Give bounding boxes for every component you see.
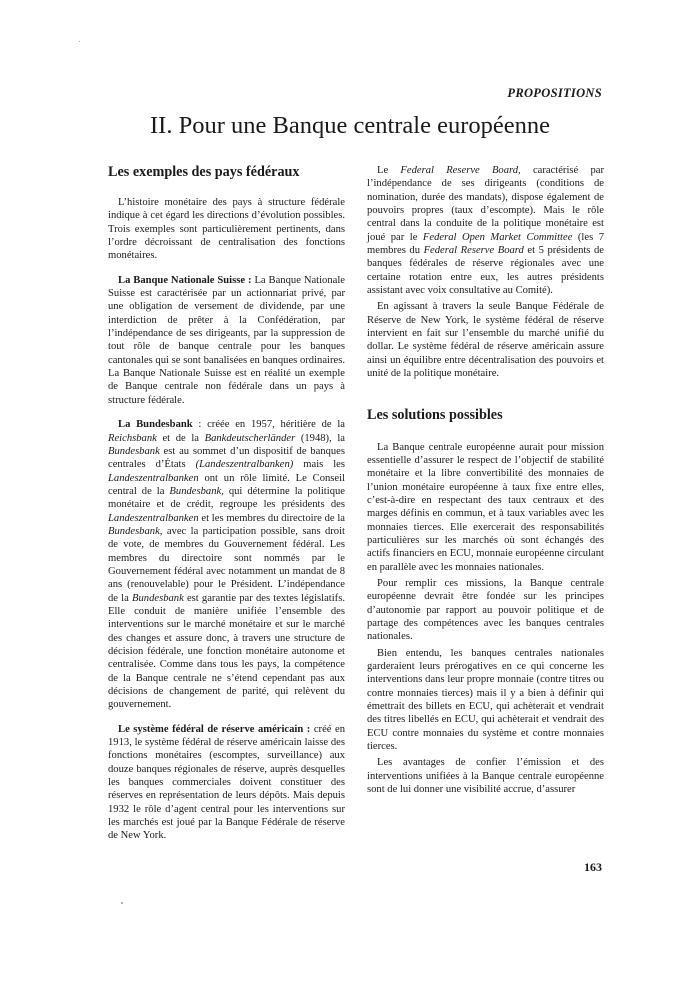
snb-lead: La Banque Nationale Suisse :	[118, 274, 252, 286]
solutions-paragraph-4: Les avantages de confier l’émission et des interventions unifiées à la Banque centrale européenne sont de lui donner une visibilité accrue, d’assurer	[367, 757, 604, 796]
scan-speck	[79, 41, 80, 42]
fed-paragraph: Le système fédéral de réserve américain : créé en 1913, le système fédéral de réserve américain laisse des fonctions monétaires (escomptes, surveillance) aux douze banques régionales de réserve, auprès desquelles les banques commerciales doivent constituer des réserves en représentation de leurs dépôts. Mais depuis 1932 le rôle d’agent central pour les interventions sur les marchés est joué par la Banque Fédérale de réserve de New York.	[108, 723, 346, 842]
solutions-paragraph-1: La Banque centrale européenne aurait pour mission essentielle d’assurer le respect de l’objectif de stabilité monétaire et la libre convertibilité des monnaies de l’union monétaire européenne à taux fixe entre elles, c’est-à-dire en respectant des taux centraux et des marges définis en commun, et à taux variables avec les monnaies tierces. Elle exercerait des responsabilités particulières sur les marchés où sont échangés des actifs financiers en ECU, monnaie européenne circulant en parallèle avec les monnaies nationales.	[367, 441, 604, 573]
frb-paragraph: Le Federal Reserve Board, caractérisé par l’indépendance de ses dirigeants (conditions de nomination, durée des mandats), dispose également de pouvoirs propres (taux d’escompte). Mais le rôle central dans la conduite de la politique monétaire est joué par le Federal Open Market Committee (les 7 membres du Federal Reserve Board et 5 présidents de banques fédérales de réserve régionales avec une certaine rotation entre eux, les autres présidents assistant avec voix consultative au Comité).	[367, 165, 605, 297]
section-label: PROPOSITIONS	[507, 86, 602, 100]
section-heading-federal-examples: Les exemples des pays fédéraux	[108, 164, 300, 180]
page-number: 163	[584, 860, 602, 874]
section-heading-possible-solutions: Les solutions possibles	[367, 406, 503, 423]
new-york-paragraph: En agissant à travers la seule Banque Fédérale de Réserve de New York, le système fédéral de réserve intervient en fait sur l’ensemble du marché unifié du dollar. Le système fédéral de réserve américain assure ainsi un équilibre entre décentralisation des pouvoirs et unité de la politique monétaire.	[367, 301, 604, 380]
page-title: II. Pour une Banque centrale européenne	[150, 112, 550, 139]
scan-speck	[121, 902, 123, 904]
solutions-paragraph-2: Pour remplir ces missions, la Banque centrale européenne devrait être fondée sur les principes d’autonomie par rapport au pouvoir politique et de partage des compétences avec les banques centrales nationales.	[367, 577, 604, 643]
snb-paragraph: La Banque Nationale Suisse : La Banque Nationale Suisse est caractérisée par un actionnariat privé, par une obligation de versement de dividende, par une interdiction de prêter à la Confédération, par l’indépendance de ses dirigeants, par la suppression de tout rôle de banque centrale pour les banques cantonales qui se sont banalisées en banques ordinaires. La Banque Nationale Suisse est en réalité un exemple de Banque centrale non fédérale dans un pays à structure fédérale.	[108, 274, 345, 406]
fed-lead: Le système fédéral de réserve américain :	[118, 723, 311, 735]
bundesbank-lead: La Bundesbank	[118, 419, 193, 431]
intro-paragraph: L’histoire monétaire des pays à structure fédérale indique à cet égard les directions d’évolution possibles. Trois exemples sont particulièrement pertinents, dans l’ordre décroissant de centralisation des fonctions monétaires.	[108, 197, 345, 262]
solutions-paragraph-3: Bien entendu, les banques centrales nationales garderaient leurs prérogatives en ce qui concerne les interventions dans leur propre monnaie (contre titres ou contre monnaies tierces) mais il y a bien à définir qui émettrait des billets en ECU, qui achèterait et vendrait des titres libellés en ECU, qui achèterait et vendrait des ECU contre monnaies du système et contre monnaies tierces.	[367, 647, 604, 753]
bundesbank-paragraph: La Bundesbank : créée en 1957, héritière de la Reichsbank et de la Bankdeutscherländer (1948), la Bundesbank est au sommet d’un dispositif de banques centrales d’États (Landeszentralbanken) mais les Landeszentralbanken ont un rôle limité. Le Conseil central de la Bundesbank, qui détermine la politique monétaire et de crédit, regroupe les présidents des Landeszentralbanken et les membres du directoire de la Bundesbank, avec la participation possible, sans droit de vote, de membres du Gouvernement fédéral. Les membres du directoire sont nommés par le Gouvernement fédéral avec notamment un mandat de 8 ans (renouvelable) pour le Président. L’indépendance de la Bundesbank est garantie par des textes législatifs. Elle conduit de manière unifiée l’ensemble des interventions sur le marché monétaire et sur le marché des changes et assure donc, à travers une structure de décision fédérale, une fonction monétaire autonome et centralisée. Comme dans tous les pays, la compétence de la Banque centrale ne s’étend cependant pas aux décisions de changement de parité, qui relèvent du gouvernement.	[108, 419, 345, 711]
left-column	[108, 164, 345, 854]
right-column	[367, 164, 604, 799]
